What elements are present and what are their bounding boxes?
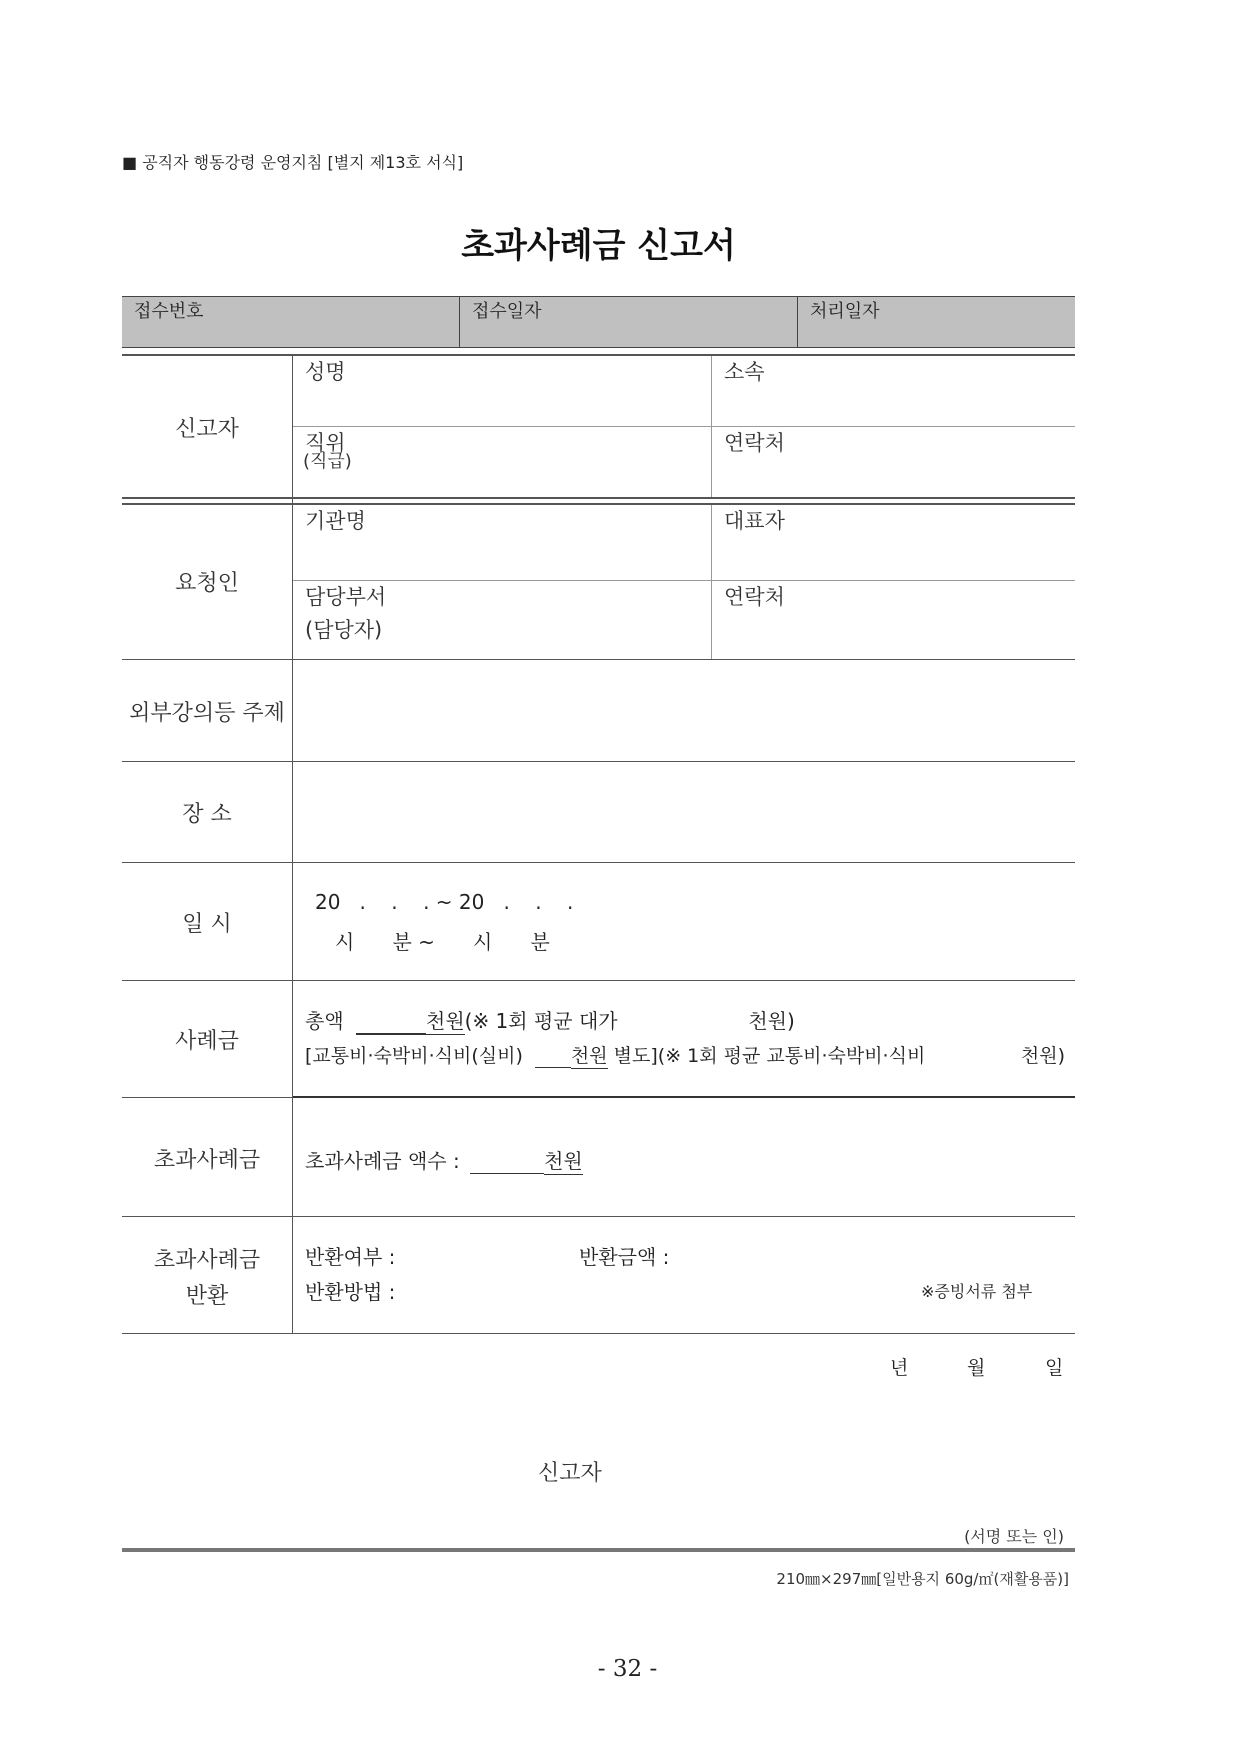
divider [122, 1097, 292, 1098]
processed-date-field[interactable] [798, 297, 1075, 347]
datetime-time-range: 시 분 ~ 시 분 [335, 930, 550, 954]
fee-field[interactable] [293, 981, 1075, 1097]
excess-amount-unit: 천원 [544, 1145, 583, 1175]
fee-label: 사례금 [175, 1029, 239, 1054]
fee-extra-prefix: [교통비·숙박비·식비(실비) [305, 1045, 523, 1067]
receipt-bar [122, 296, 1075, 348]
place-field[interactable] [293, 762, 1075, 862]
refund-field[interactable] [293, 1217, 1075, 1333]
sign-note: (서명 또는 인) [964, 1527, 1064, 1546]
refund-label-line1: 초과사례금 [153, 1248, 261, 1273]
fee-total-line [305, 1005, 795, 1035]
signer-label: 신고자 [538, 1461, 602, 1486]
date-day: 일 [1045, 1357, 1064, 1379]
fee-extra-suffix: 별도](※ 1회 평균 교통비·숙박비·식비 [613, 1045, 926, 1067]
reporter-section-label: 신고자 [175, 417, 239, 442]
reporter-rank-label: (직급) [303, 451, 352, 472]
requester-rep-field[interactable] [712, 505, 1075, 580]
reporter-affiliation-field[interactable] [712, 356, 1075, 426]
requester-rep-label: 대표자 [724, 509, 785, 533]
refund-label-line2: 반환 [185, 1284, 229, 1309]
refund-amount-label: 반환금액 : [579, 1245, 670, 1269]
requester-dept-field[interactable] [293, 581, 711, 659]
reporter-contact-field[interactable] [712, 427, 1075, 497]
requester-section-label: 요청인 [175, 571, 239, 596]
fee-total-suffix: (※ 1회 평균 대가 [464, 1009, 618, 1033]
page-number: - 32 - [597, 1656, 658, 1682]
form-title: 초과사례금 신고서 [461, 226, 736, 266]
divider [122, 1333, 1075, 1334]
excess-field[interactable] [293, 1098, 1075, 1215]
divider [122, 497, 1075, 499]
excess-amount-label: 초과사례금 액수 : [305, 1149, 460, 1173]
fee-extra-line [305, 1041, 1065, 1069]
requester-contact-label: 연락처 [724, 585, 785, 609]
datetime-date-range: 20 . . . ~ 20 . . . [315, 890, 574, 914]
fee-extra-unit: 천원 [571, 1041, 608, 1069]
requester-contact-field[interactable] [712, 581, 1075, 659]
fee-total-unit: 천원 [426, 1005, 465, 1035]
receipt-number-label: 접수번호 [134, 301, 204, 322]
fee-extra-end: 천원) [1020, 1045, 1065, 1067]
requester-dept-label: 담당부서 [305, 585, 387, 609]
reporter-name-field[interactable] [293, 356, 711, 426]
reporter-position-field[interactable] [293, 427, 711, 497]
reporter-position-label: 직위 [305, 431, 346, 455]
header-note: ■ 공직자 행동강령 운영지침 [별지 제13호 서식] [122, 153, 464, 172]
datetime-field[interactable] [293, 863, 1075, 980]
refund-attach-note: ※증빙서류 첨부 [921, 1282, 1033, 1301]
requester-person-label: (담당자) [305, 618, 383, 642]
datetime-label: 일 시 [182, 912, 232, 937]
excess-amount-line [305, 1145, 583, 1175]
excess-amount-blank[interactable] [470, 1149, 544, 1174]
excess-label: 초과사례금 [153, 1148, 261, 1173]
requester-org-field[interactable] [293, 505, 711, 580]
subject-field[interactable] [293, 660, 1075, 760]
refund-whether-label: 반환여부 : [305, 1245, 396, 1269]
fee-total-blank[interactable] [356, 1009, 426, 1035]
receipt-number-field[interactable] [122, 297, 459, 347]
refund-method-label: 반환방법 : [305, 1280, 396, 1304]
receipt-date-field[interactable] [460, 297, 797, 347]
reporter-contact-label: 연락처 [724, 431, 785, 455]
date-year: 년 [890, 1357, 909, 1379]
receipt-date-label: 접수일자 [472, 301, 542, 322]
divider [122, 1548, 1075, 1552]
fee-extra-blank[interactable] [535, 1045, 571, 1068]
fee-total-end: 천원) [748, 1009, 795, 1033]
processed-date-label: 처리일자 [810, 301, 880, 322]
subject-label: 외부강의등 주제 [129, 701, 285, 726]
date-month: 월 [967, 1357, 986, 1379]
fee-total-prefix: 총액 [305, 1009, 344, 1033]
place-label: 장 소 [182, 802, 232, 827]
paper-spec: 210㎜×297㎜[일반용지 60g/㎡(재활용품)] [776, 1570, 1069, 1588]
reporter-affiliation-label: 소속 [724, 360, 765, 384]
requester-org-label: 기관명 [305, 509, 366, 533]
reporter-name-label: 성명 [305, 360, 346, 384]
